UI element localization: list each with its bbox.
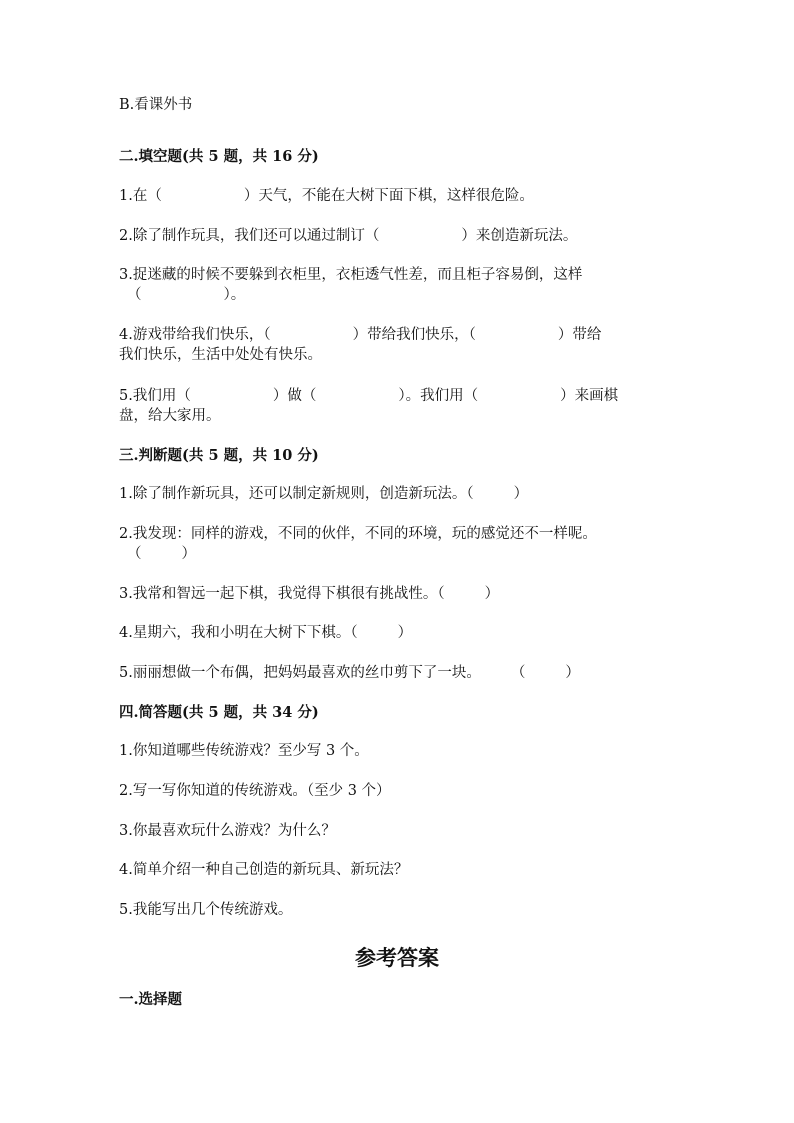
short-question-3: 3.你最喜欢玩什么游戏？为什么？ — [119, 823, 336, 839]
short-question-2: 2.写一写你知道的传统游戏。（至少 3 个） — [119, 783, 391, 799]
judge-q2-text-a: （ — [127, 546, 142, 562]
fill-q5-text-d: ）来画棋 — [560, 388, 619, 404]
judge-question-2-line2 — [127, 545, 687, 564]
judge-question-5 — [119, 664, 679, 683]
short-question-5: 5.我能写出几个传统游戏。 — [119, 902, 293, 918]
judge-q5-text-b: （ — [510, 665, 526, 681]
fill-q5-text-c: ）。我们用（ — [398, 388, 479, 404]
short-question-4: 4.简单介绍一种自己创造的新玩具、新玩法？ — [119, 862, 409, 878]
judge-q5-text-c: ） — [565, 665, 580, 681]
judge-q5-text-a: 5.丽丽想做一个布偶，把妈妈最喜欢的丝巾剪下了一块。 — [119, 665, 481, 681]
fill-question-1 — [119, 187, 679, 206]
fill-q4-text-b: ）带给我们快乐，（ — [352, 327, 476, 343]
judge-q3-text-b: ） — [484, 586, 500, 602]
option-b: B.看课外书 — [119, 97, 193, 113]
judge-question-4 — [119, 624, 679, 643]
section-3-heading: 三.判断题(共 5 题，共 10 分) — [119, 447, 319, 464]
judge-q4-text-a: 4.星期六，我和小明在大树下下棋。（ — [119, 625, 358, 641]
judge-question-1 — [119, 485, 679, 504]
answers-title: 参考答案 — [355, 945, 439, 970]
judge-q1-text-a: 1.除了制作新玩具，还可以制定新规则，创造新玩法。（ — [119, 486, 474, 502]
fill-q5-text-a: 5.我们用（ — [119, 388, 191, 404]
judge-question-2: 2.我发现：同样的游戏，不同的伙伴，不同的环境，玩的感觉还不一样呢。 — [119, 526, 597, 542]
fill-q2-text-b: ）来创造新玩法。 — [461, 228, 578, 244]
judge-question-3 — [119, 585, 679, 604]
judge-q1-text-b: ） — [513, 486, 529, 502]
fill-q3-text-a: （ — [127, 287, 142, 303]
section-2-heading: 二.填空题(共 5 题，共 16 分) — [119, 148, 319, 165]
fill-question-5 — [119, 387, 679, 406]
judge-q2-text-b: ） — [181, 546, 196, 562]
fill-question-2 — [119, 227, 679, 246]
answers-section-1-heading: 一.选择题 — [119, 991, 183, 1008]
judge-q3-text-a: 3.我常和智远一起下棋，我觉得下棋很有挑战性。（ — [119, 586, 445, 602]
short-question-1: 1.你知道哪些传统游戏？至少写 3 个。 — [119, 743, 369, 759]
fill-q3-text-b: ）。 — [223, 287, 246, 303]
fill-question-3-line2 — [127, 286, 687, 305]
section-4-heading: 四.简答题(共 5 题，共 34 分) — [119, 704, 319, 721]
fill-question-4 — [119, 326, 679, 345]
fill-q4-text-c: ）带给 — [557, 327, 602, 343]
fill-q1-text-a: 1.在（ — [119, 188, 162, 204]
fill-question-3: 3.捉迷藏的时候不要躲到衣柜里，衣柜透气性差，而且柜子容易倒，这样 — [119, 267, 583, 283]
fill-question-4-line2: 我们快乐，生活中处处有快乐。 — [119, 347, 322, 363]
fill-question-5-line2: 盘，给大家用。 — [119, 408, 221, 424]
fill-q2-text-a: 2.除了制作玩具，我们还可以通过制订（ — [119, 228, 380, 244]
fill-q5-text-b: ）做（ — [272, 388, 317, 404]
fill-q1-text-b: ）天气，不能在大树下面下棋，这样很危险。 — [243, 188, 534, 204]
fill-q4-text-a: 4.游戏带给我们快乐，（ — [119, 327, 271, 343]
judge-q4-text-b: ） — [397, 625, 413, 641]
